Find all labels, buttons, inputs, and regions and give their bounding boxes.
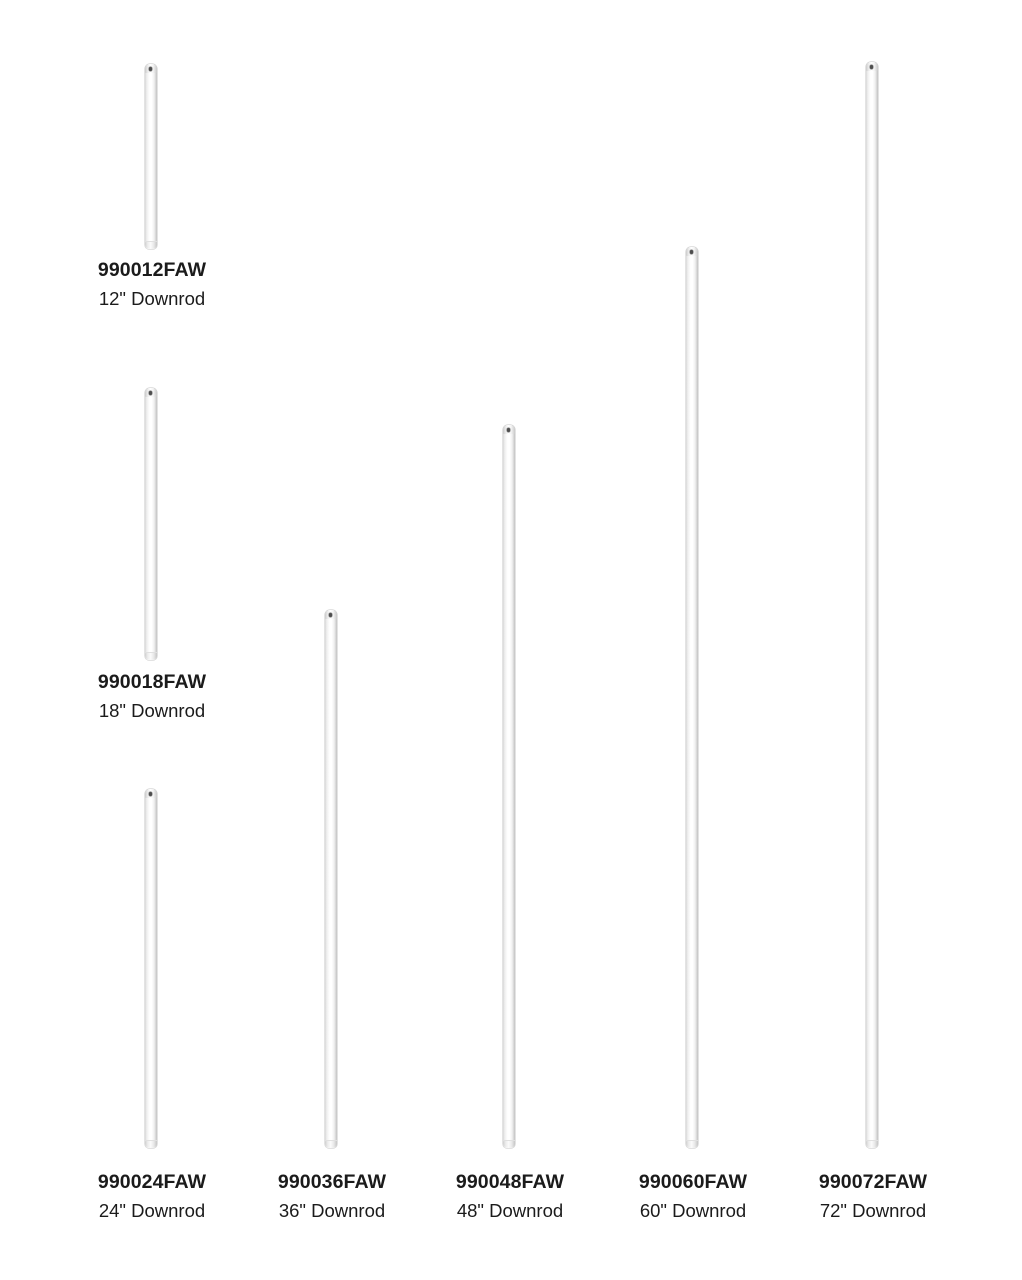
rod-bottom-cap-icon xyxy=(145,242,157,249)
product-description: 60" Downrod xyxy=(639,1200,747,1222)
rod-screw-icon xyxy=(329,613,333,617)
downrod-graphic xyxy=(145,789,157,1148)
downrod-graphic xyxy=(503,425,515,1148)
product-sku: 990072FAW xyxy=(818,1171,928,1193)
rod-screw-icon xyxy=(690,250,694,254)
downrod-graphic xyxy=(866,62,878,1148)
rod-screw-icon xyxy=(149,792,153,796)
rod-top-cap-icon xyxy=(503,425,515,434)
rod-bottom-cap-icon xyxy=(503,1141,515,1148)
product-label xyxy=(232,1170,432,1223)
rod-bottom-cap-icon xyxy=(686,1141,698,1148)
product-label xyxy=(593,1170,793,1223)
rod-bottom-cap-icon xyxy=(145,1141,157,1148)
product-label xyxy=(410,1170,610,1223)
rod-screw-icon xyxy=(507,428,511,432)
product-label xyxy=(773,1170,973,1223)
rod-top-cap-icon xyxy=(325,610,337,619)
product-sku: 990012FAW xyxy=(97,259,207,281)
rod-screw-icon xyxy=(149,67,153,71)
product-label xyxy=(52,670,252,723)
product-sku: 990018FAW xyxy=(97,671,207,693)
downrod-graphic xyxy=(145,388,157,660)
product-label xyxy=(52,1170,252,1223)
rod-screw-icon xyxy=(870,65,874,69)
rod-bottom-cap-icon xyxy=(145,653,157,660)
product-sku: 990024FAW xyxy=(97,1171,207,1193)
product-description: 48" Downrod xyxy=(456,1200,564,1222)
rod-top-cap-icon xyxy=(866,62,878,71)
product-sku: 990048FAW xyxy=(455,1171,565,1193)
rod-bottom-cap-icon xyxy=(866,1141,878,1148)
rod-top-cap-icon xyxy=(145,789,157,798)
product-label xyxy=(52,258,252,311)
downrod-graphic xyxy=(686,247,698,1148)
product-description: 36" Downrod xyxy=(278,1200,386,1222)
product-sku: 990036FAW xyxy=(277,1171,387,1193)
rod-top-cap-icon xyxy=(145,64,157,73)
rod-screw-icon xyxy=(149,391,153,395)
product-sku: 990060FAW xyxy=(638,1171,748,1193)
rod-top-cap-icon xyxy=(686,247,698,256)
rod-bottom-cap-icon xyxy=(325,1141,337,1148)
product-description: 72" Downrod xyxy=(819,1200,927,1222)
product-description: 12" Downrod xyxy=(98,288,206,310)
product-description: 24" Downrod xyxy=(98,1200,206,1222)
downrod-graphic xyxy=(145,64,157,249)
rod-top-cap-icon xyxy=(145,388,157,397)
product-description: 18" Downrod xyxy=(98,700,206,722)
downrod-graphic xyxy=(325,610,337,1148)
